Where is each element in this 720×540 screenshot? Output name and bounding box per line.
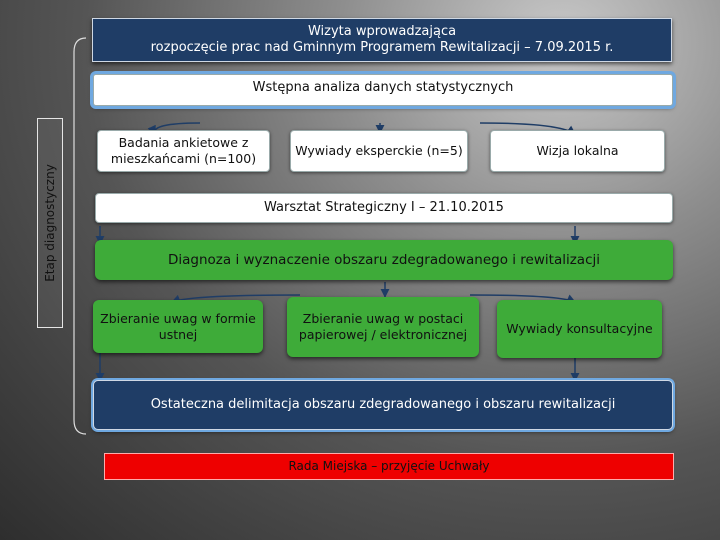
intro-visit-box <box>92 18 672 62</box>
intro-visit-title: Wizyta wprowadzająca <box>307 23 457 39</box>
written-feedback-box <box>287 297 479 357</box>
oral-feedback-label: Zbieranie uwag w formie ustnej <box>100 310 256 342</box>
delimitation-label: Ostateczna delimitacja obszaru zdegradowanego i obszaru rewitalizacji <box>150 396 616 412</box>
surveys-box <box>97 130 270 172</box>
surveys-label: Badania ankietowe z mieszkańcami (n=100) <box>110 135 257 166</box>
written-feedback-label: Zbieranie uwag w postaci papierowej / elektronicznej <box>298 311 468 342</box>
stage-brace <box>74 38 86 434</box>
diagnosis-box <box>95 240 673 280</box>
statistical-analysis-box <box>93 74 673 106</box>
council-box <box>104 453 674 480</box>
statistical-analysis-label: Wstępna analiza danych statystycznych <box>252 80 514 95</box>
site-visit-label: Wizja lokalna <box>536 143 619 159</box>
workshop-label: Warsztat Strategiczny I – 21.10.2015 <box>264 199 504 215</box>
stage-label-frame <box>37 118 63 328</box>
workshop-box <box>95 193 673 223</box>
oral-feedback-box <box>93 300 263 353</box>
diagnosis-label: Diagnoza i wyznaczenie obszaru zdegradowanego i rewitalizacji <box>168 251 600 268</box>
site-visit-box <box>490 130 665 172</box>
expert-interviews-label: Wywiady eksperckie (n=5) <box>295 143 463 159</box>
expert-interviews-box <box>290 130 468 172</box>
consultation-interviews-label: Wywiady konsultacyjne <box>506 321 653 337</box>
stage-label: Etap diagnostyczny <box>43 164 58 282</box>
consultation-interviews-box <box>497 300 662 358</box>
intro-visit-subtitle: rozpoczęcie prac nad Gminnym Programem Rewitalizacji – 7.09.2015 r. <box>150 40 614 55</box>
delimitation-box <box>93 380 673 430</box>
council-label: Rada Miejska – przyjęcie Uchwały <box>288 459 490 473</box>
